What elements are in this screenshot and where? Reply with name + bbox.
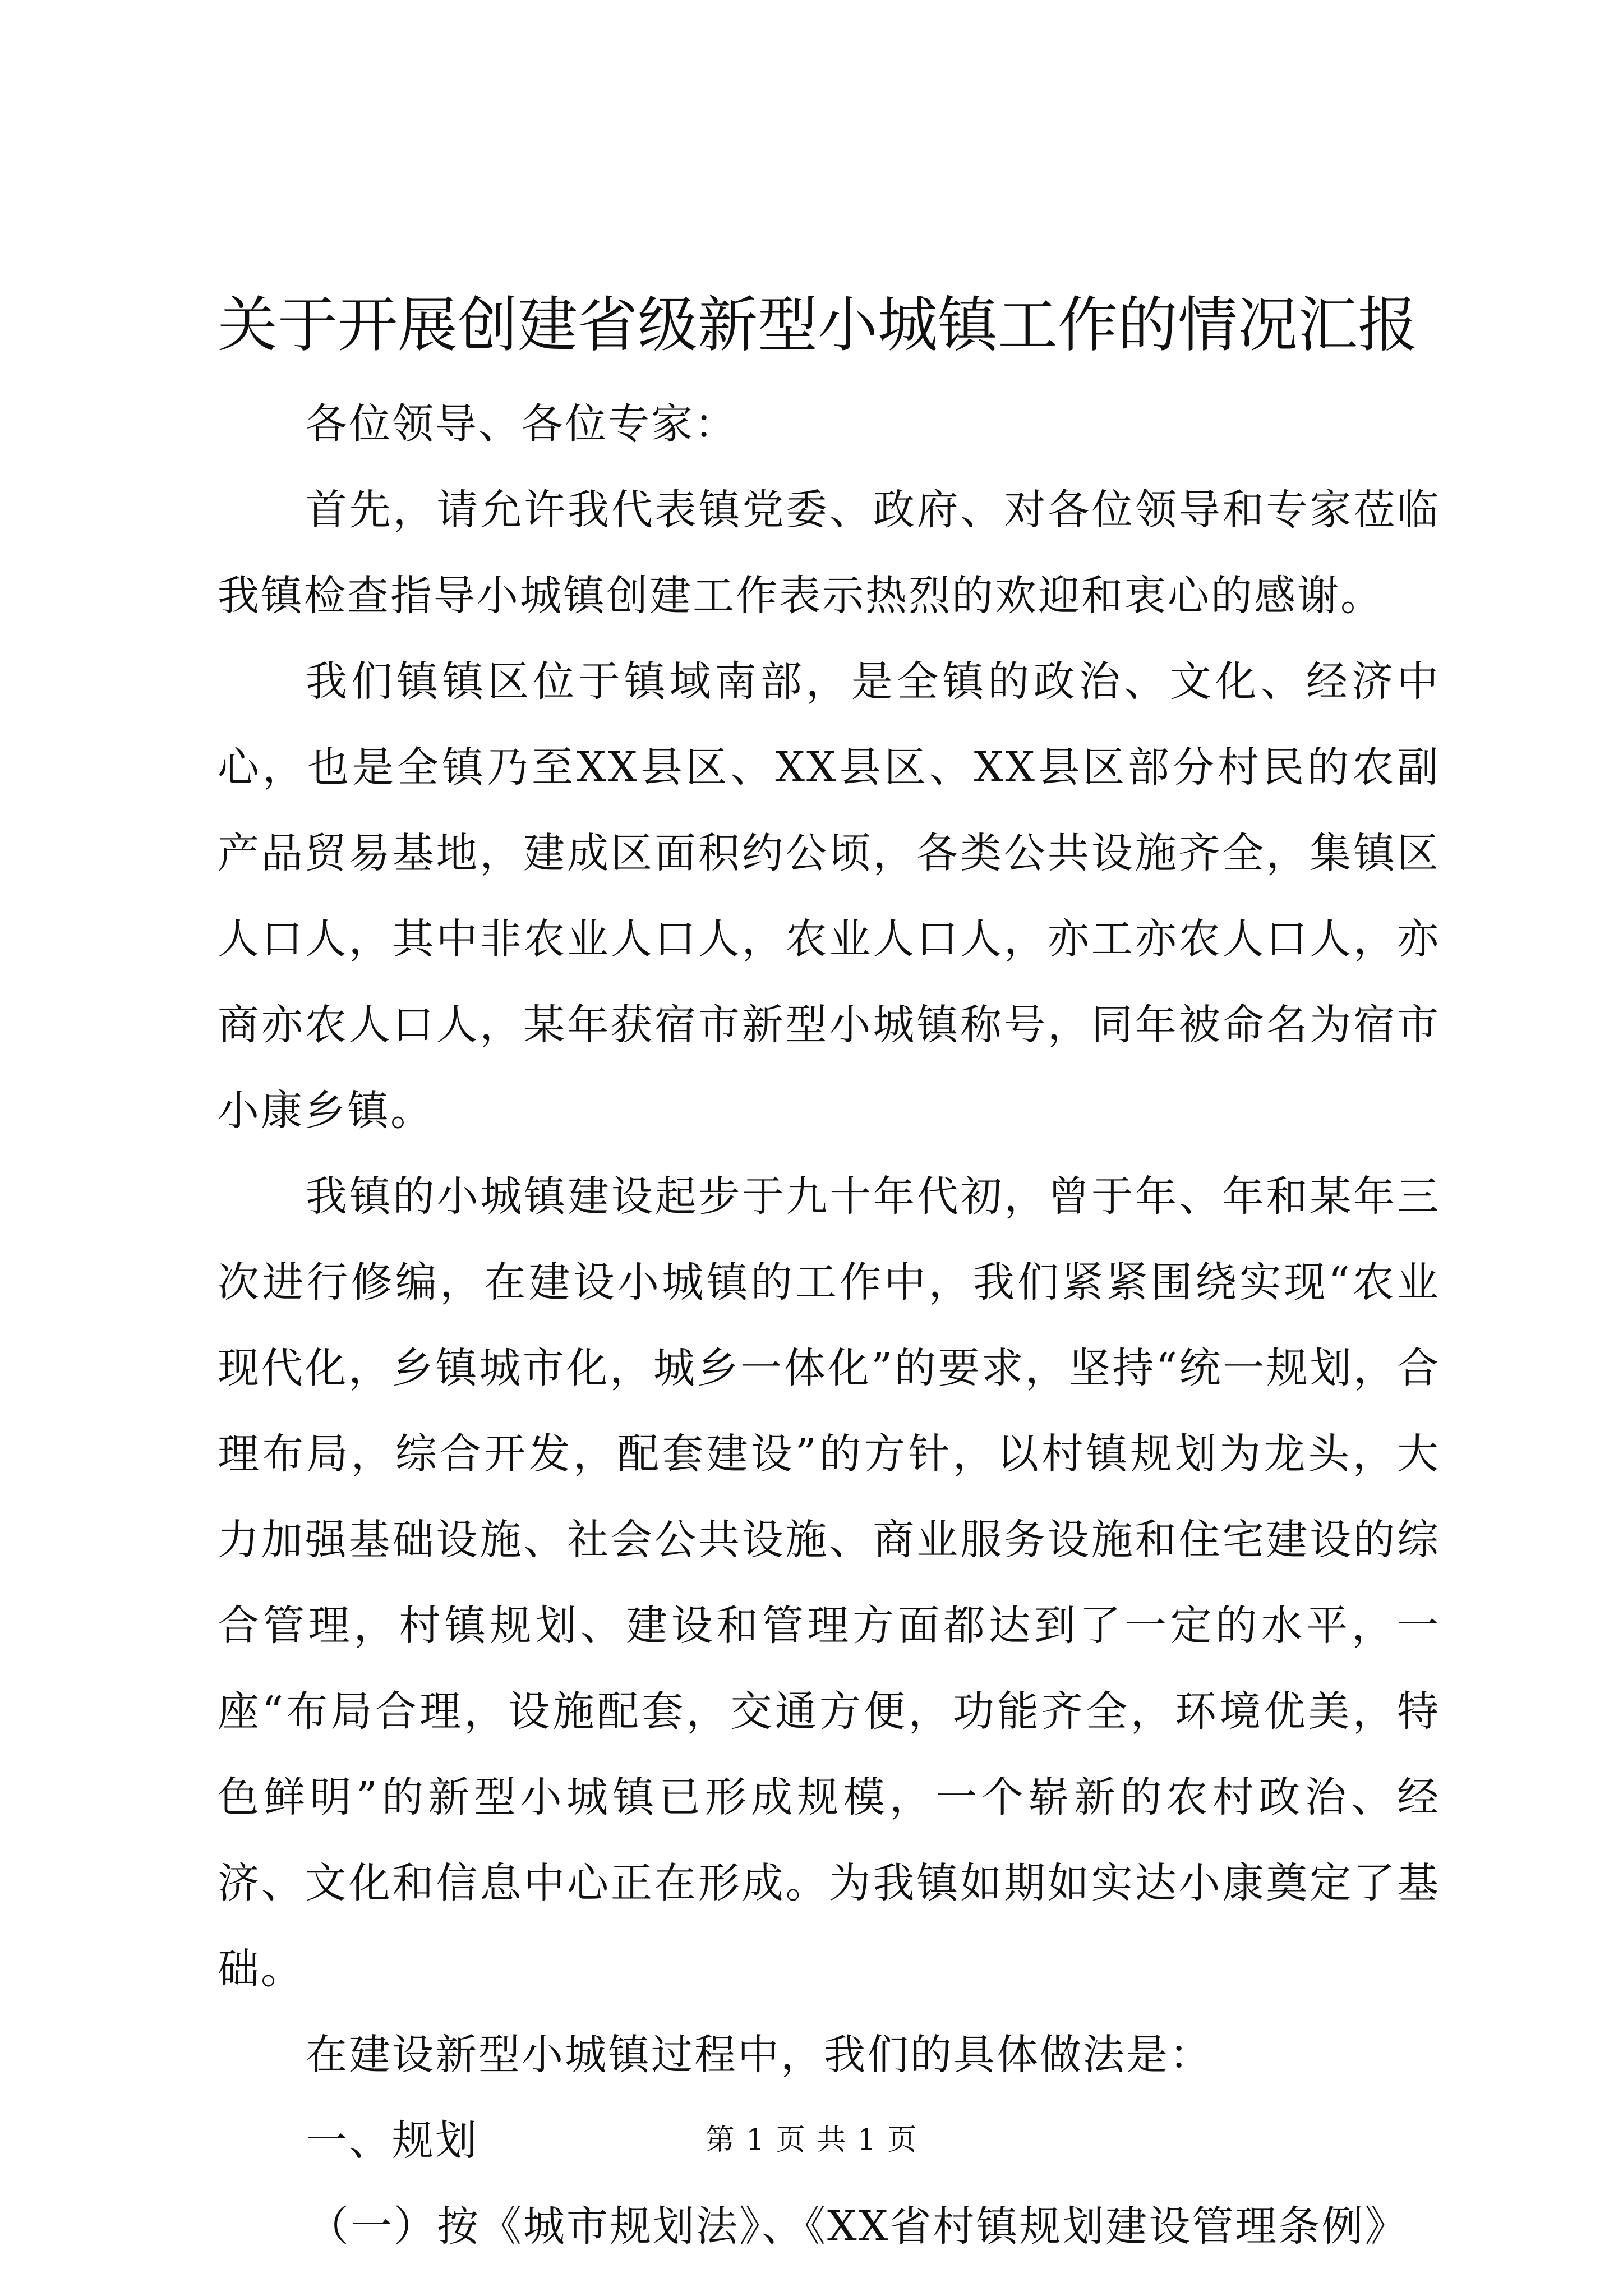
section-heading-planning: 一、规划 xyxy=(306,2116,478,2165)
paragraph-town-overview: 我们镇镇区位于镇域南部，是全镇的政治、文化、经济中心，也是全镇乃至XX县区、XX县区、XX县区部分村民的农副产品贸易基地，建成区面积约公顷，各类公共设施齐全，集镇区人口人，其中非农业人口人，农业人口人，亦工亦农人口人，亦商亦农人口人，某年获宿市新型小城镇称号，同年被命名为宿市小康乡镇。 xyxy=(218,657,1440,1135)
page-number-footer: 第 1 页 共 1 页 xyxy=(705,2123,918,2157)
paragraph-construction-history: 我镇的小城镇建设起步于九十年代初，曾于年、年和某年三次进行修编，在建设小城镇的工作中，我们紧紧围绕实现“农业现代化，乡镇城市化，城乡一体化”的要求，坚持“统一规划，合理布局，综合开发，配套建设”的方针，以村镇规划为龙头，大力加强基础设施、社会公共设施、商业服务设施和住宅建设的综合管理，村镇规划、建设和管理方面都达到了一定的水平，一座“布局合理，设施配套，交通方便，功能齐全，环境优美，特色鲜明”的新型小城镇已形成规模，一个崭新的农村政治、经济、文化和信息中心正在形成。为我镇如期如实达小康奠定了基础。 xyxy=(218,1172,1440,1993)
document-title: 关于开展创建省级新型小城镇工作的情况汇报 xyxy=(218,291,1418,360)
document-body xyxy=(218,381,1440,2270)
salutation: 各位领导、各位专家： xyxy=(306,400,737,448)
sub-item-planning-law: （一）按《城市规划法》、《XX省村镇规划建设管理条例》 xyxy=(307,2202,1408,2251)
paragraph-welcome: 首先，请允许我代表镇党委、政府、对各位领导和专家莅临我镇检查指导小城镇创建工作表示热烈的欢迎和衷心的感谢。 xyxy=(218,486,1440,620)
paragraph-practices-intro: 在建设新型小城镇过程中，我们的具体做法是： xyxy=(306,2031,1212,2079)
